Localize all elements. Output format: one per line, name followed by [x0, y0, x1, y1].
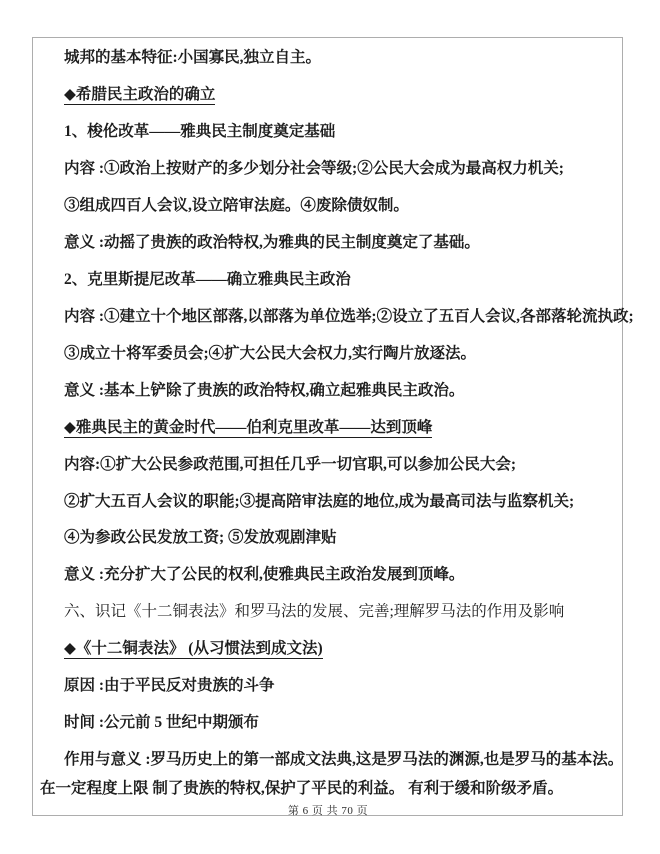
doc-line-twelve-tables-significance-2: 在一定程度上限 制了贵族的特权,保护了平民的利益。 有利于缓和阶级矛盾。 [40, 780, 564, 797]
section-heading-text: ◆《十二铜表法》 (从习惯法到成文法) [64, 640, 323, 657]
doc-line-cleisthenes-content-2: ③成立十将军委员会;④扩大公民大会权力,实行陶片放逐法。 [64, 345, 477, 362]
doc-line-twelve-tables-time: 时间 :公元前 5 世纪中期颁布 [64, 714, 260, 731]
doc-line-solon-content-2: ③组成四百人会议,设立陪审法庭。④废除债奴制。 [64, 197, 409, 214]
page-number: 第 6 页 共 70 页 [287, 805, 369, 817]
section-heading-text: ◆雅典民主的黄金时代——伯利克里改革——达到顶峰 [64, 419, 433, 436]
doc-line-twelve-tables-significance-1: 作用与意义 :罗马历史上的第一部成文法典,这是罗马法的渊源,也是罗马的基本法。 [64, 751, 624, 768]
doc-line-pericles-content-1: 内容:①扩大公民参政范围,可担任几乎一切官职,可以参加公民大会; [64, 456, 517, 473]
doc-line-pericles-content-3: ④为参政公民发放工资; ⑤发放观剧津贴 [64, 529, 337, 546]
doc-line-pericles-significance: 意义 :充分扩大了公民的权利,使雅典民主政治发展到顶峰。 [64, 566, 465, 583]
doc-line-cleisthenes-significance: 意义 :基本上铲除了贵族的政治特权,确立起雅典民主政治。 [64, 382, 465, 399]
doc-line-pericles-content-2: ②扩大五百人会议的职能;③提高陪审法庭的地位,成为最高司法与监察机关; [64, 493, 575, 510]
doc-line-twelve-tables-objective: 六、识记《十二铜表法》和罗马法的发展、完善;理解罗马法的作用及影响 [64, 603, 565, 620]
section-heading-pericles-golden-age [64, 418, 432, 437]
section-heading-text: ◆希腊民主政治的确立 [64, 86, 216, 103]
doc-line-twelve-tables-cause: 原因 :由于平民反对贵族的斗争 [64, 677, 275, 694]
doc-line-solon-significance: 意义 :动摇了贵族的政治特权,为雅典的民主制度奠定了基础。 [64, 234, 480, 251]
doc-line-cleisthenes-content-1: 内容 :①建立十个地区部落,以部落为单位选举;②设立了五百人会议,各部落轮流执政; [64, 308, 634, 325]
heading-solon-reform: 1、梭伦改革——雅典民主制度奠定基础 [64, 123, 336, 140]
section-heading-greek-democracy [64, 85, 215, 104]
heading-cleisthenes-reform: 2、克里斯提尼改革——确立雅典民主政治 [64, 271, 351, 288]
doc-line-solon-content-1: 内容 :①政治上按财产的多少划分社会等级;②公民大会成为最高权力机关; [64, 160, 564, 177]
doc-line-city-state-features: 城邦的基本特征:小国寡民,独立自主。 [64, 49, 322, 66]
section-heading-twelve-tables [64, 639, 323, 658]
